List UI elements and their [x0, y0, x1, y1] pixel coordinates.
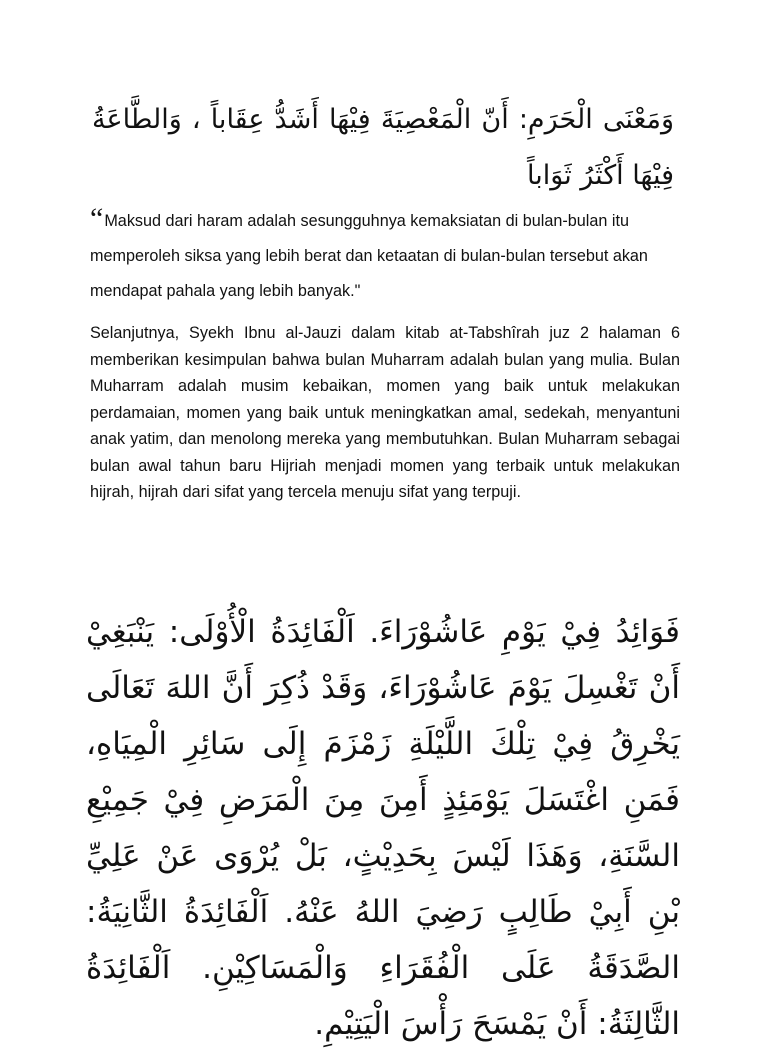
opening-quote-mark: “ — [90, 202, 104, 235]
body-paragraph: Selanjutnya, Syekh Ibnu al-Jauzi dalam kitab at-Tabshîrah juz 2 halaman 6 memberikan kesimpulan bahwa bulan Muharram adalah bulan yang mulia. Bulan Muharram adalah musim kebaikan, momen yang baik untuk melakukan perdamaian, momen yang baik untuk meningkatkan amal, sedekah, menyantuni anak yatim, dan menolong mereka yang membutuhkan. Bulan Muharram sebagai bulan awal tahun baru Hijriah menjadi momen yang terbaik untuk melakukan hijrah, hijrah dari sifat yang tercela menuju sifat yang terpuji. — [90, 324, 680, 501]
arabic-passage: فَوَائِدُ فِيْ يَوْمِ عَاشُوْرَاءَ. اَلْفَائِدَةُ الْأُوْلَى: يَنْبَغِيْ أَنْ تَغْسِلَ يَوْمَ عَاشُوْرَاءَ، وَقَدْ ذُكِرَ أَنَّ اللهَ تَعَالَى يَخْرِقُ فِيْ تِلْكَ اللَّيْلَةِ زَمْزَمَ إِلَى سَائِرِ الْمِيَاهِ، فَمَنِ اغْتَسَلَ يَوْمَئِذٍ أَمِنَ مِنَ الْمَرَضِ فِيْ جَمِيْعِ السَّنَةِ، وَهَذَا لَيْسَ بِحَدِيْثٍ، بَلْ يُرْوَى عَنْ عَلِيِّ بْنِ أَبِيْ طَالِبٍ رَضِيَ اللهُ عَنْهُ. اَلْفَائِدَةُ الثَّانِيَةُ: الصَّدَقَةُ عَلَى الْفُقَرَاءِ وَالْمَسَاكِيْنِ. اَلْفَائِدَةُ الثَّالِثَةُ: أَنْ يَمْسَحَ رَأْسَ الْيَتِيْمِ. — [86, 614, 680, 1042]
quote-paragraph — [90, 204, 680, 309]
arabic-heading: وَمَعْنَى الْحَرَمِ: أَنّ الْمَعْصِيَةَ فِيْهَا أَشَدُّ عِقَاباً ، وَالطَّاعَةُ فِيْهَا أَكْثَرُ ثَوَاباً — [92, 104, 674, 191]
quote-text: Maksud dari haram adalah sesungguhnya kemaksiatan di bulan-bulan itu memperoleh siksa yang lebih berat dan ketaatan di bulan-bulan tersebut akan mendapat pahala yang lebih banyak." — [90, 212, 648, 300]
